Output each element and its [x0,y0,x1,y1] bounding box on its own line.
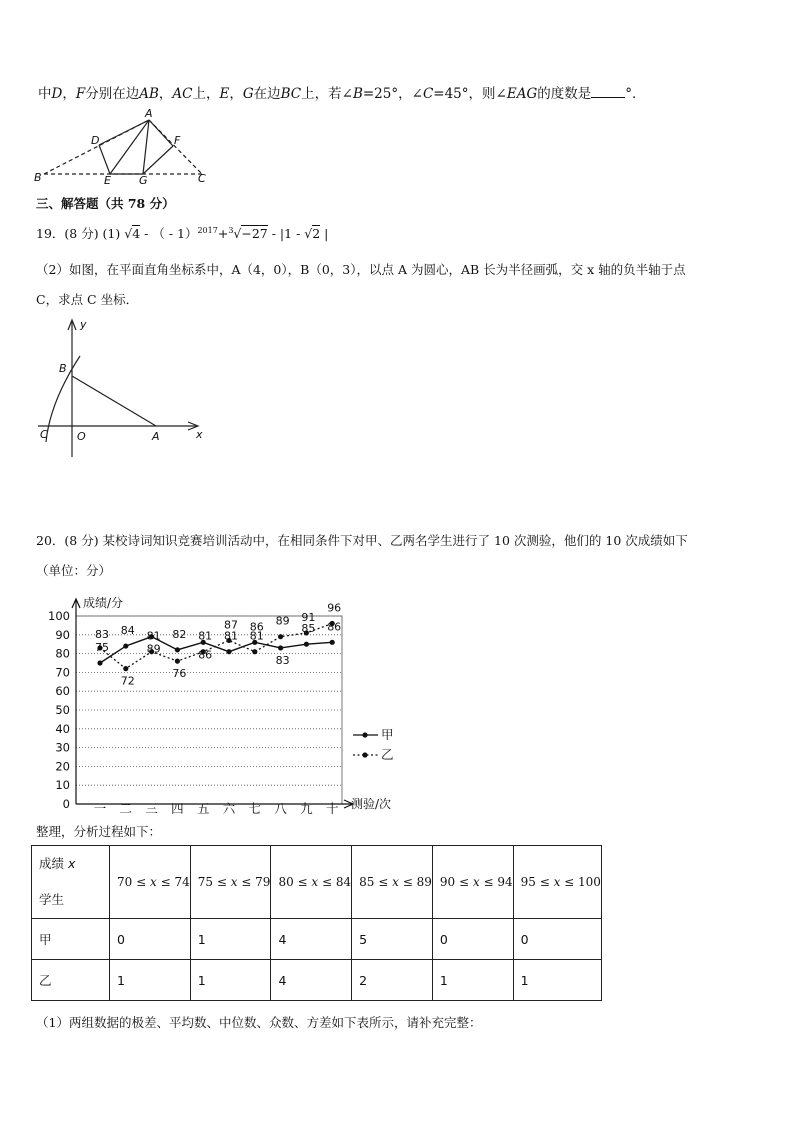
data-label: 86 [327,620,342,634]
range-header: 90 ≤ x ≤ 94 [432,846,513,919]
seg-ag [143,120,149,174]
score-line-chart [30,596,410,816]
x-tick-label: 六 [222,801,236,816]
x-tick-label: 二 [119,801,133,816]
data-label: 83 [275,653,290,667]
q20-part1: （1）两组数据的极差、平均数、中位数、众数、方差如下表所示，请补充完整： [36,1015,482,1030]
data-point [123,666,128,671]
y-axis-label: 成绩/分 [83,596,124,610]
data-label: 76 [172,667,187,681]
data-label: 86 [249,620,264,634]
table-cell: 1 [190,919,271,960]
data-label: 89 [275,614,290,628]
label-g: G [139,174,148,186]
data-point [175,659,180,664]
data-label: 85 [301,622,316,636]
q19-line1: 19．(8 分) (1) √4 - （ - 1）$^{2017}$+$^3$√−27 - |1 - √2 | [36,225,329,241]
data-point [175,647,180,652]
x-tick-label: 九 [300,801,313,816]
data-point [252,649,257,654]
label-a: A [145,107,153,120]
sqrt2-sign: √2 [304,226,321,241]
y-tick-labels [48,609,70,811]
y-tick-label: 90 [55,627,70,642]
label-c: C [40,428,48,441]
x-tick-labels [94,801,339,816]
data-point [278,634,283,639]
series-line-jia [100,637,332,663]
legend-label: 甲 [381,727,394,742]
table-cell: 1 [432,960,513,1001]
range-header: 95 ≤ x ≤ 100 [513,846,601,919]
data-label: 83 [95,627,109,641]
data-point [330,640,335,645]
legend-label: 乙 [381,747,394,762]
q20-after-chart: 整理，分析过程如下： [36,824,162,839]
label-b: B [59,362,67,375]
y-tick-label: 10 [55,778,70,793]
table-cell: 4 [271,919,352,960]
table-cell: 1 [190,960,271,1001]
seg-ab [72,376,156,426]
y-tick-label: 50 [55,703,70,717]
seg-gf [143,146,173,174]
data-point [123,643,128,648]
q20-line1: 20．(8 分) 某校诗词知识竞赛培训活动中，在相同条件下对甲、乙两名学生进行了 10 次测验，他们的 10 次成绩如下 [36,533,688,548]
frequency-table [31,845,602,1001]
x-tick-label: 十 [325,801,339,816]
x-tick-label: 五 [196,801,210,816]
row-name-yi: 乙 [32,960,110,1001]
seg-da [99,120,149,145]
x-tick-label: 七 [248,801,262,816]
q18-text: 中D，F分别在边AB，AC上，E，G在边BC上，若∠B=25°，∠C=45°，则∠EAG的度数是 °． [38,86,646,102]
data-label: 72 [120,674,135,688]
coordinate-figure [28,312,218,462]
data-label: 82 [172,627,187,641]
label-d: D [91,134,100,147]
range-header: 70 ≤ x ≤ 74 [110,846,191,919]
sqrt-sign: √4 [124,226,141,241]
table-cell: 4 [271,960,352,1001]
y-tick-label: 70 [55,665,70,680]
seg-ae [110,120,149,174]
legend [353,727,394,762]
table-cell: 0 [110,919,191,960]
data-label: 91 [301,610,316,624]
data-label: 81 [198,629,213,643]
section-heading: 三、解答题（共 78 分） [36,196,175,211]
data-label: 89 [146,642,161,656]
x-tick-label: 三 [145,801,158,816]
range-header: 80 ≤ x ≤ 84 [271,846,352,919]
answer-blank[interactable] [591,85,625,98]
data-label: 84 [120,624,135,638]
y-tick-label: 80 [55,646,70,661]
row-name-jia: 甲 [32,919,110,960]
y-tick-label: 40 [55,721,70,736]
q19-part2-line1: （2）如图，在平面直角坐标系中，A（4，0），B（0，3），以点 A 为圆心，AB 长为半径画弧，交 x 轴的负半轴于点 [36,262,686,277]
table-cell: 2 [352,960,433,1001]
data-point [97,660,102,665]
label-c: C [198,172,206,185]
data-label: 81 [146,629,161,643]
x-axis-label: 测验/次 [351,797,392,811]
q20-line2: （单位：分） [36,563,112,578]
data-label: 96 [327,601,342,615]
label-a: A [152,430,160,443]
data-point [304,642,309,647]
label-o: O [77,430,86,443]
seg-de [99,145,110,174]
data-label: 81 [249,629,264,643]
triangle-figure [30,106,220,186]
label-y: y [80,318,87,331]
table-cell: 0 [432,919,513,960]
range-header: 75 ≤ x ≤ 79 [190,846,271,919]
label-x: x [196,428,203,441]
x-tick-label: 一 [93,801,107,816]
y-tick-label: 20 [55,759,70,774]
table-cell: 0 [513,919,601,960]
legend-marker [362,752,367,757]
x-tick-label: 四 [171,801,184,816]
label-f: F [174,134,181,147]
legend-marker [362,732,367,737]
label-e: E [104,174,111,186]
data-label: 86 [198,648,213,662]
data-point [226,649,231,654]
data-point [278,645,283,650]
table-cell: 1 [110,960,191,1001]
table-header-corner: 成绩 x 学生 [32,846,110,919]
y-tick-label: 100 [48,609,70,623]
range-header: 85 ≤ x ≤ 89 [352,846,433,919]
table-cell: 1 [513,960,601,1001]
y-tick-label: 0 [62,797,70,811]
y-tick-label: 60 [55,684,70,699]
y-tick-label: 30 [55,740,70,755]
q19-part2-line2: C，求点 C 坐标． [36,292,139,307]
label-b: B [34,171,42,184]
table-cell: 5 [352,919,433,960]
cbrt-sign: √−27 [233,226,268,241]
seg-af [149,120,173,146]
data-label: 81 [224,629,238,643]
data-label: 75 [95,641,109,654]
data-label: 87 [224,618,238,632]
x-tick-label: 八 [274,801,287,816]
